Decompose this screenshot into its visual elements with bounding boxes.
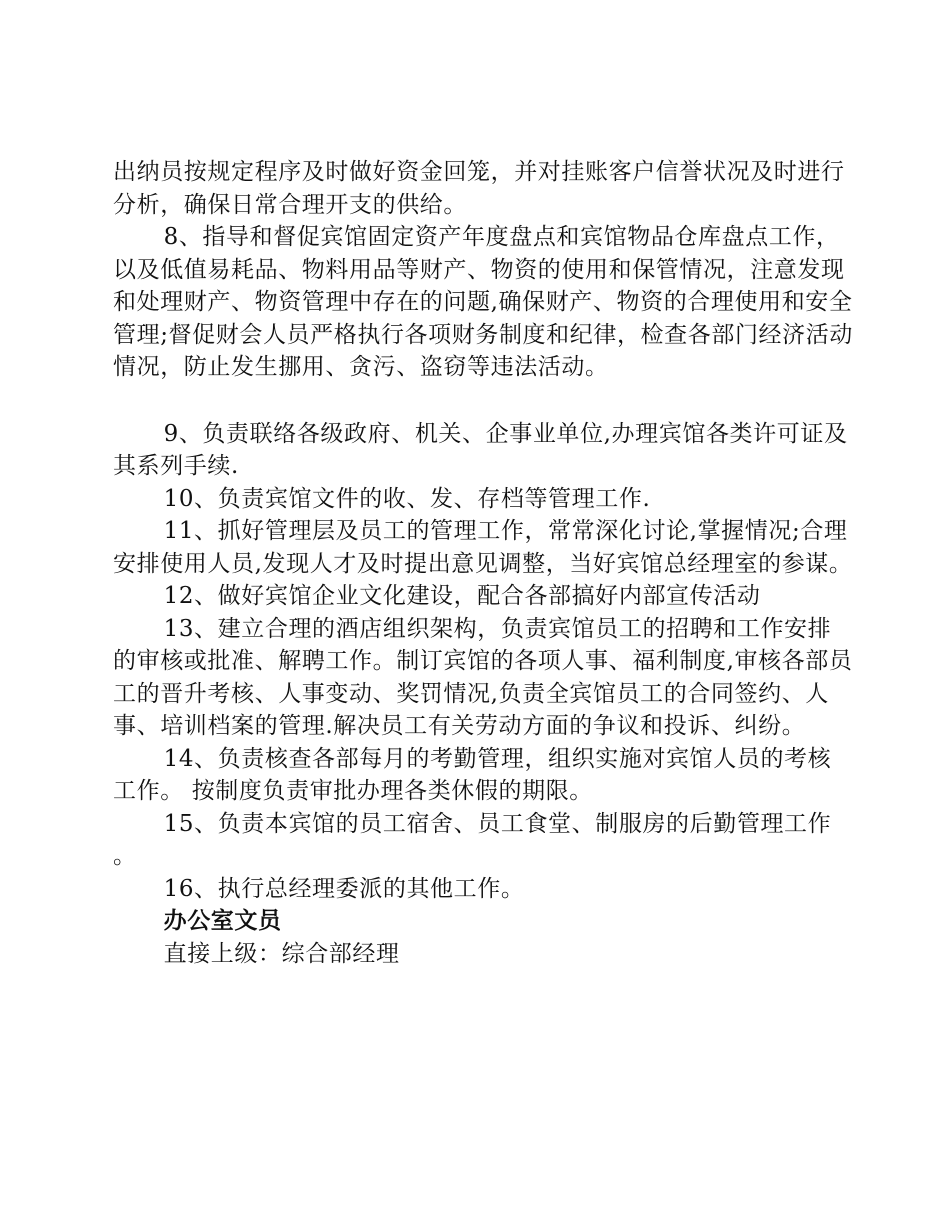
- paragraph-item-9: 9、负责联络各级政府、机关、企事业单位,办理宾馆各类许可证及其系列手续.: [113, 420, 848, 479]
- paragraph-gap: [113, 384, 853, 418]
- paragraph-item-15: 15、负责本宾馆的员工宿舍、员工食堂、制服房的后勤管理工作 。: [113, 810, 832, 869]
- paragraph-item-13: 13、建立合理的酒店组织架构，负责宾馆员工的招聘和工作安排的审核或批准、解聘工作。制订宾馆的各项人事、福利制度,审核各部员工的晋升考核、人事变动、奖罚情况,负责全宾馆员工的合同签约、人事、培训档案的管理.解决员工有关劳动方面的争议和投诉、纠纷。: [113, 615, 853, 739]
- paragraph-item-11: 11、抓好管理层及员工的管理工作，常常深化讨论,掌握情况;合理安排使用人员,发现人才及时提出意见调整，当好宾馆总经理室的参谋。: [113, 518, 853, 577]
- paragraph-item-14: 14、负责核查各部每月的考勤管理，组织实施对宾馆人员的考核工作。 按制度负责审批办理各类休假的期限。: [113, 745, 832, 804]
- paragraph-item-8: 8、指导和督促宾馆固定资产年度盘点和宾馆物品仓库盘点工作，以及低值易耗品、物料用品等财产、物资的使用和保管情况，注意发现和处理财产、物资管理中存在的问题,确保财产、物资的合理使用和安全管理;督促财会人员严格执行各项财务制度和纪律，检查各部门经济活动情况，防止发生挪用、贪污、盗窃等违法活动。: [113, 224, 853, 380]
- section-title: 办公室文员: [163, 907, 282, 934]
- paragraph-item-12: 12、做好宾馆企业文化建设，配合各部搞好内部宣传活动: [163, 583, 761, 609]
- supervisor-line: 直接上级：综合部经理: [163, 940, 400, 967]
- paragraph-item-10: 10、负责宾馆文件的收、发、存档等管理工作.: [163, 485, 651, 512]
- paragraph-cashier: 出纳员按规定程序及时做好资金回笼，并对挂账客户信誉状况及时进行分析，确保日常合理开支的供给。: [113, 159, 845, 218]
- paragraph-item-16: 16、执行总经理委派的其他工作。: [163, 875, 525, 902]
- document-body: [113, 156, 853, 970]
